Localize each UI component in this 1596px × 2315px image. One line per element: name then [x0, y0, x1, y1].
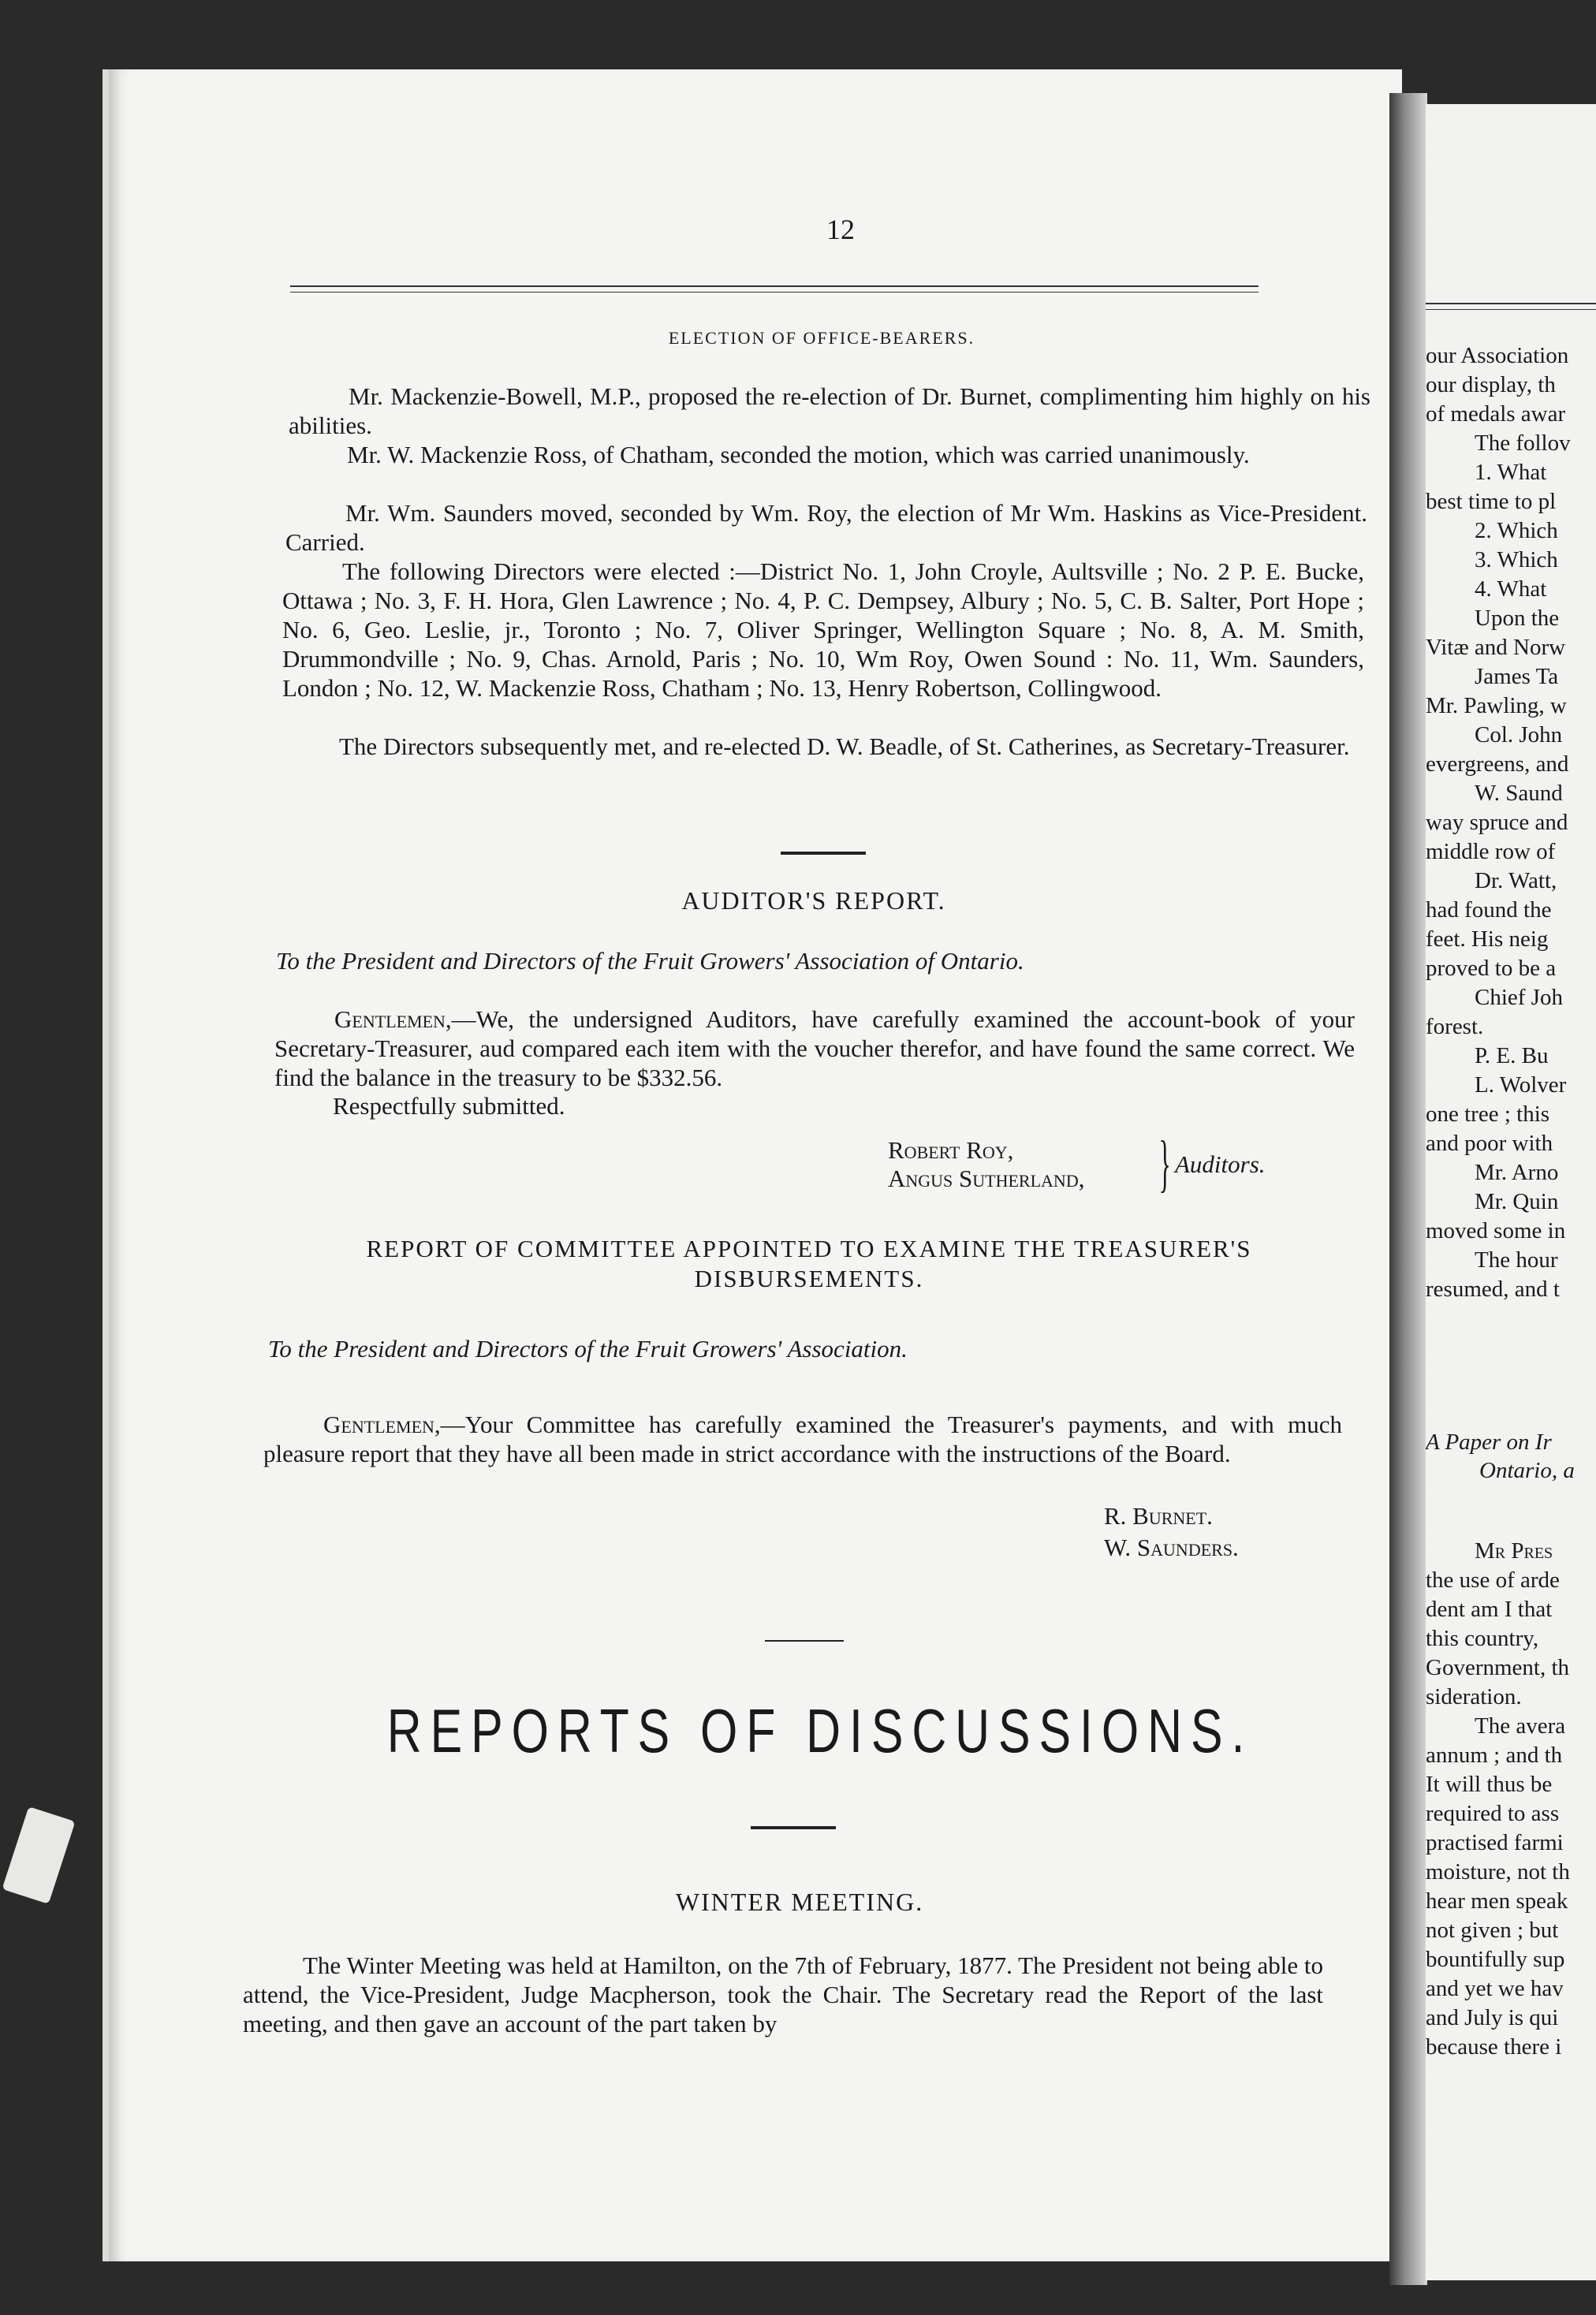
facing-line: evergreens, and	[1426, 751, 1569, 777]
facing-line: Upon the	[1475, 606, 1560, 631]
auditor-heading: AUDITOR'S REPORT.	[681, 886, 946, 915]
facing-line: feet. His neig	[1426, 926, 1549, 952]
election-paragraph: Mr. W. Mackenzie Ross, of Chatham, seconded the motion, which was carried unanimously.	[347, 441, 1250, 468]
paper-title-cont: Ontario, a	[1479, 1458, 1575, 1483]
facing-line: moisture, not th	[1426, 1859, 1570, 1884]
paper-title: A Paper on Ir	[1426, 1430, 1552, 1455]
facing-line: proved to be a	[1426, 956, 1557, 981]
facing-line: sideration.	[1426, 1684, 1522, 1709]
facing-line: James Ta	[1475, 664, 1559, 689]
facing-line: this country,	[1426, 1626, 1539, 1651]
facing-line: and poor with	[1426, 1131, 1553, 1156]
facing-line: dent am I that	[1426, 1597, 1553, 1622]
committee-signer: W. Saunders.	[1104, 1534, 1239, 1561]
facing-line: moved some in	[1426, 1218, 1566, 1243]
facing-line: and July is qui	[1426, 2005, 1559, 2030]
facing-line: our display, th	[1426, 372, 1556, 397]
facing-line: hear men speak	[1426, 1888, 1568, 1914]
committee-body-text: —Your Committee has carefully examined the Treasurer's payments, and with much pleasure report that they have all been made in strict accordance with the instructions of the Board.	[263, 1411, 1342, 1467]
facing-line: 4. What	[1475, 576, 1547, 602]
facing-line: way spruce and	[1426, 810, 1568, 835]
section-divider	[765, 1640, 844, 1642]
right-page	[1426, 104, 1596, 2280]
committee-address: To the President and Directors of the Fruit Growers' Association.	[268, 1335, 908, 1363]
facing-line: The follov	[1475, 431, 1571, 456]
book-gutter	[1389, 93, 1427, 2285]
section-divider	[781, 852, 866, 855]
brace: }	[1158, 1129, 1171, 1199]
committee-heading: REPORT OF COMMITTEE APPOINTED TO EXAMINE THE TREASURER'S	[366, 1235, 1252, 1262]
page-number: 12	[826, 214, 855, 245]
winter-body: The Winter Meeting was held at Hamilton, on the 7th of February, 1877. The President not being able to attend, the Vice-President, Judge Macpherson, took the Chair. The Secretary read the Report of the last meeting, and then gave an account of the part taken by	[243, 1952, 1323, 2037]
facing-line: had found the	[1426, 897, 1552, 923]
facing-line: annum ; and th	[1426, 1743, 1563, 1768]
right-header-rule	[1426, 303, 1596, 304]
facing-line: of medals awar	[1426, 401, 1566, 427]
facing-line: Mr. Pawling, w	[1426, 693, 1567, 718]
auditor-salutation: Gentlemen,	[334, 1005, 452, 1033]
facing-line: best time to pl	[1426, 489, 1557, 514]
facing-line: 3. Which	[1475, 547, 1558, 572]
election-paragraph: The Directors subsequently met, and re-elected D. W. Beadle, of St. Catherines, as Secretary-Treasurer.	[339, 733, 1350, 760]
facing-line: Mr Pres	[1475, 1538, 1553, 1564]
auditor-closing: Respectfully submitted.	[333, 1092, 565, 1120]
facing-line: P. E. Bu	[1475, 1043, 1549, 1068]
facing-line: not given ; but	[1426, 1918, 1559, 1943]
header-rule-bottom	[290, 292, 1259, 293]
facing-line: It will thus be	[1426, 1772, 1553, 1797]
facing-line: resumed, and t	[1426, 1277, 1560, 1302]
facing-line: Government, th	[1426, 1655, 1570, 1680]
right-header-rule-2	[1426, 309, 1596, 310]
auditor-body	[274, 1005, 1355, 1092]
facing-line: the use of arde	[1426, 1568, 1560, 1593]
facing-line: one tree ; this	[1426, 1102, 1550, 1127]
auditor-body-text: —We, the undersigned Auditors, have carefully examined the account-book of your Secretary-Treasurer, aud compared each item with the voucher therefor, and have found the same correct. We find the balance in the treasury to be $332.56.	[274, 1005, 1355, 1091]
auditor-signer: Robert Roy,	[888, 1136, 1014, 1164]
election-paragraph: Mr. Mackenzie-Bowell, M.P., proposed the re-election of Dr. Burnet, complimenting him highly on his abilities.	[289, 382, 1370, 439]
committee-body	[263, 1410, 1342, 1468]
winter-heading: WINTER MEETING.	[675, 1888, 924, 1916]
facing-line: required to ass	[1426, 1801, 1560, 1826]
committee-heading-cont: DISBURSEMENTS.	[694, 1265, 924, 1292]
facing-line: Mr. Quin	[1475, 1189, 1559, 1214]
committee-signer: R. Burnet.	[1104, 1502, 1213, 1530]
facing-line: practised farmi	[1426, 1830, 1564, 1855]
facing-line: The hour	[1475, 1247, 1558, 1273]
facing-line: Vitæ and Norw	[1426, 635, 1566, 660]
facing-line: Dr. Watt,	[1475, 868, 1557, 893]
facing-line: middle row of	[1426, 839, 1556, 864]
facing-line: The avera	[1475, 1713, 1566, 1739]
election-paragraph: Mr. Wm. Saunders moved, seconded by Wm. Roy, the election of Mr Wm. Haskins as Vice-President. Carried.	[285, 499, 1367, 556]
auditor-signer: Angus Sutherland,	[888, 1165, 1085, 1192]
committee-salutation: Gentlemen,	[323, 1411, 441, 1438]
facing-line: L. Wolver	[1475, 1072, 1567, 1098]
facing-line: our Association	[1426, 343, 1569, 368]
facing-line: 2. Which	[1475, 518, 1558, 543]
facing-line: Chief Joh	[1475, 985, 1563, 1010]
election-heading: ELECTION OF OFFICE-BEARERS.	[668, 328, 975, 348]
auditor-address: To the President and Directors of the Fruit Growers' Association of Ontario.	[276, 947, 1024, 975]
election-paragraph: The following Directors were elected :—District No. 1, John Croyle, Aultsville ; No. 2 P. E. Bucke, Ottawa ; No. 3, F. H. Hora, Glen Lawrence ; No. 4, P. C. Dempsey, Albury ; No. 5, C. B. Salter, Port Hope ; No. 6, Geo. Leslie, jr., Toronto ; No. 7, Oliver Springer, Wellington Square ; No. 8, A. M. Smith, Drummondville ; No. 9, Chas. Arnold, Paris ; No. 10, Wm Roy, Owen Sound : No. 11, Wm. Saunders, London ; No. 12, W. Mackenzie Ross, Chatham ; No. 13, Henry Robertson, Collingwood.	[282, 557, 1364, 702]
section-divider	[751, 1826, 836, 1829]
facing-line: bountifully sup	[1426, 1947, 1565, 1972]
discussions-title: REPORTS OF DISCUSSIONS.	[386, 1696, 1254, 1765]
facing-line: 1. What	[1475, 460, 1547, 485]
facing-line: W. Saund	[1475, 781, 1563, 806]
header-rule-top	[290, 285, 1259, 287]
facing-line: Col. John	[1475, 722, 1563, 747]
facing-line: and yet we hav	[1426, 1976, 1564, 2001]
facing-line: forest.	[1426, 1014, 1484, 1039]
auditor-role: Auditors.	[1175, 1150, 1266, 1178]
facing-line: because there i	[1426, 2034, 1562, 2060]
facing-line: Mr. Arno	[1475, 1160, 1559, 1185]
